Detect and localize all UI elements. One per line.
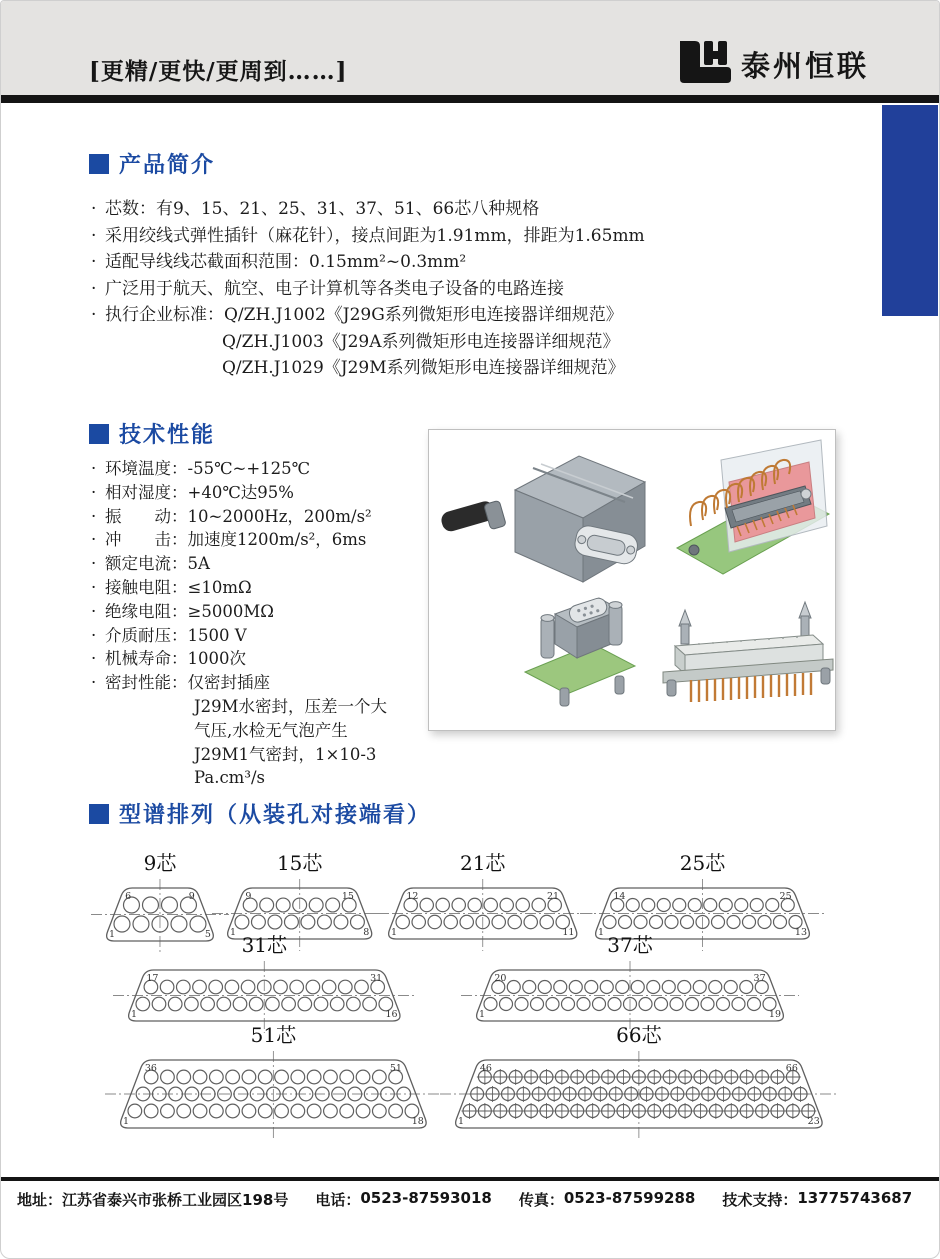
- bullet-text: 冲 击：加速度1200m/s²，6ms: [105, 530, 367, 550]
- bullet-line: [91, 196, 691, 223]
- bullet-continuation: 气压,水检无气泡产生: [194, 720, 348, 740]
- bullet-dot: ·: [91, 649, 97, 669]
- pin-number: 18: [411, 1115, 424, 1127]
- bullet-dot: ·: [91, 482, 97, 502]
- bullet-dot: ·: [91, 252, 97, 272]
- connector-51芯: [104, 1019, 443, 1141]
- render-pcb-connector: [677, 440, 829, 574]
- bullet-line: [91, 276, 691, 303]
- footer-label: 电话：: [315, 1191, 361, 1209]
- connector-label: 37芯: [607, 933, 653, 957]
- bullet-line: [91, 647, 451, 671]
- pin-number: 6: [125, 891, 132, 903]
- footer-item: [315, 1189, 492, 1210]
- pin-number: 1: [108, 928, 116, 940]
- pin-number: 1: [478, 1008, 486, 1020]
- bullet-text: 环境温度：-55℃~+125℃: [105, 459, 311, 478]
- footer-label: 地址：: [17, 1191, 63, 1209]
- blue-square-icon: [89, 424, 109, 444]
- connector-diagram: [439, 1049, 839, 1141]
- pin-number: 8: [363, 926, 370, 938]
- bullet-text: 介质耐压：1500 V: [105, 625, 247, 645]
- tech-spec-list: [91, 457, 451, 790]
- footer-item: [519, 1189, 696, 1210]
- header-divider-bar: [1, 95, 939, 103]
- header-slogan: [更精/更快/更周到……]: [89, 58, 348, 85]
- footer-value: 0523-87599288: [563, 1189, 696, 1207]
- pin-number: 46: [479, 1063, 492, 1075]
- bullet-continuation: Q/ZH.J1003《J29A系列微矩形电连接器详细规范》: [222, 331, 620, 352]
- connector-label: 21芯: [459, 851, 506, 875]
- bullet-dot: ·: [91, 530, 97, 550]
- company-logo-icon: [674, 39, 732, 89]
- product-photo: [428, 429, 836, 731]
- bullet-line: [91, 552, 451, 576]
- brand-name: 泰州恒联: [740, 48, 869, 83]
- blue-square-icon: [89, 804, 109, 824]
- connector-label: 25芯: [679, 851, 726, 875]
- bullet-line: [91, 223, 691, 250]
- bullet-text: 相对湿度：+40℃达95%: [105, 482, 294, 502]
- bullet-text: 执行企业标准：Q/ZH.J1002《J29G系列微矩形电连接器详细规范》: [105, 305, 623, 325]
- pin-number: 5: [204, 928, 211, 940]
- bullet-text: 振 动：10~2000Hz，200m/s²: [105, 506, 372, 526]
- bullet-dot: ·: [91, 506, 97, 526]
- bullet-text: 广泛用于航天、航空、电子计算机等各类电子设备的电路连接: [105, 278, 564, 299]
- bullet-line: [91, 457, 451, 481]
- connector-label: 9芯: [143, 851, 177, 875]
- bullet-text: 适配导线线芯截面积范围：0.15mm²~0.3mm²: [105, 252, 467, 272]
- pin-number: 51: [389, 1063, 402, 1075]
- pin-number: 1: [597, 926, 605, 938]
- footer-label: 传真：: [518, 1191, 564, 1209]
- render-cable-connector: [439, 456, 645, 582]
- section-title-tech: [89, 418, 215, 449]
- pin-number: 25: [779, 891, 792, 903]
- connector-66芯: [439, 1019, 839, 1141]
- pin-number: 12: [406, 891, 419, 903]
- pin-number: 20: [494, 973, 507, 985]
- bullet-line: [91, 528, 451, 552]
- blue-square-icon: [89, 154, 109, 174]
- pin-number: 1: [130, 1008, 138, 1020]
- pin-number: 1: [122, 1115, 130, 1127]
- pin-number: 16: [385, 1008, 398, 1020]
- section-title-intro: [89, 148, 215, 179]
- blue-side-banner: [882, 105, 938, 316]
- bullet-dot: ·: [91, 278, 97, 299]
- bullet-line: [91, 302, 691, 329]
- pin-number: 19: [768, 1008, 782, 1020]
- pin-number: 66: [785, 1063, 798, 1075]
- bullet-text: 绝缘电阻：≥5000MΩ: [105, 601, 274, 621]
- footer-divider-bar: [1, 1177, 939, 1181]
- pin-number: 23: [807, 1115, 820, 1127]
- footer-value: 江苏省泰兴市张桥工业园区198号: [62, 1191, 289, 1209]
- connector-label: 31芯: [241, 933, 288, 957]
- pin-number: 14: [613, 891, 626, 903]
- bullet-dot: ·: [91, 305, 97, 325]
- pin-number: 31: [370, 973, 383, 985]
- bullet-line: [91, 481, 451, 505]
- bullet-text: 额定电流：5A: [105, 554, 210, 574]
- bullet-dot: ·: [91, 199, 97, 219]
- pin-number: 13: [794, 926, 808, 938]
- bullet-line: [91, 249, 691, 276]
- bullet-text: 采用绞线式弹性插针（麻花针），接点间距为1.91mm，排距为1.65mm: [105, 225, 645, 246]
- brand-block: [674, 39, 869, 89]
- footer-label: 技术支持：: [722, 1191, 798, 1209]
- bullet-dot: ·: [91, 673, 97, 693]
- bullet-dot: ·: [91, 601, 97, 621]
- connector-label: 66芯: [616, 1023, 662, 1047]
- render-right-angle-connector: [663, 602, 833, 702]
- section-title-text: 技术性能: [119, 423, 216, 448]
- bullet-line: [91, 505, 451, 529]
- bullet-text: 接触电阻：≤10mΩ: [105, 577, 252, 597]
- connector-diagram: [104, 1049, 443, 1141]
- bullet-dot: ·: [91, 554, 97, 574]
- footer-item: [722, 1189, 912, 1210]
- section-title-text: 产品简介: [119, 153, 216, 178]
- connector-label: 51芯: [250, 1023, 297, 1047]
- bullet-continuation: Q/ZH.J1029《J29M系列微矩形电连接器详细规范》: [222, 358, 625, 378]
- pin-number: 37: [753, 973, 766, 985]
- pin-number: 15: [341, 891, 354, 903]
- bullet-dot: ·: [91, 225, 97, 246]
- bullet-text: 机械寿命：1000次: [105, 649, 246, 669]
- intro-bullet-list: [91, 196, 691, 382]
- section-title-layout: [89, 798, 431, 829]
- pin-number: 1: [390, 926, 398, 938]
- footer-item: [17, 1189, 288, 1210]
- connector-label: 15芯: [276, 851, 323, 875]
- bullet-text: 芯数：有9、15、21、25、31、37、51、66芯八种规格: [105, 199, 540, 219]
- footer-value: 0523-87593018: [360, 1189, 492, 1207]
- section-title-text: 型谱排列（从装孔对接端看）: [119, 803, 432, 828]
- bullet-line: [91, 600, 451, 624]
- pin-number: 1: [229, 926, 237, 938]
- bullet-continuation: J29M水密封，压差一个大: [194, 696, 388, 716]
- pin-number: 1: [457, 1115, 465, 1127]
- pin-number: 36: [144, 1063, 157, 1075]
- bullet-line: [91, 671, 451, 695]
- bullet-dot: ·: [91, 577, 97, 597]
- bullet-dot: ·: [91, 625, 97, 645]
- pin-number: 11: [562, 926, 575, 938]
- bullet-text: 密封性能：仅密封插座: [105, 673, 270, 693]
- bullet-line: [91, 576, 451, 600]
- render-board-connector: [525, 596, 635, 706]
- page-header: [1, 1, 939, 95]
- bullet-dot: ·: [91, 459, 97, 478]
- pin-number: 21: [546, 891, 560, 903]
- footer-value: 13775743687: [797, 1189, 913, 1207]
- bullet-continuation: J29M1气密封，1×10-3 Pa.cm³/s: [194, 744, 377, 788]
- footer: [17, 1189, 912, 1210]
- pin-number: 17: [146, 973, 159, 985]
- bullet-line: [91, 624, 451, 648]
- pin-number: 9: [245, 891, 252, 903]
- pin-number: 9: [188, 891, 195, 903]
